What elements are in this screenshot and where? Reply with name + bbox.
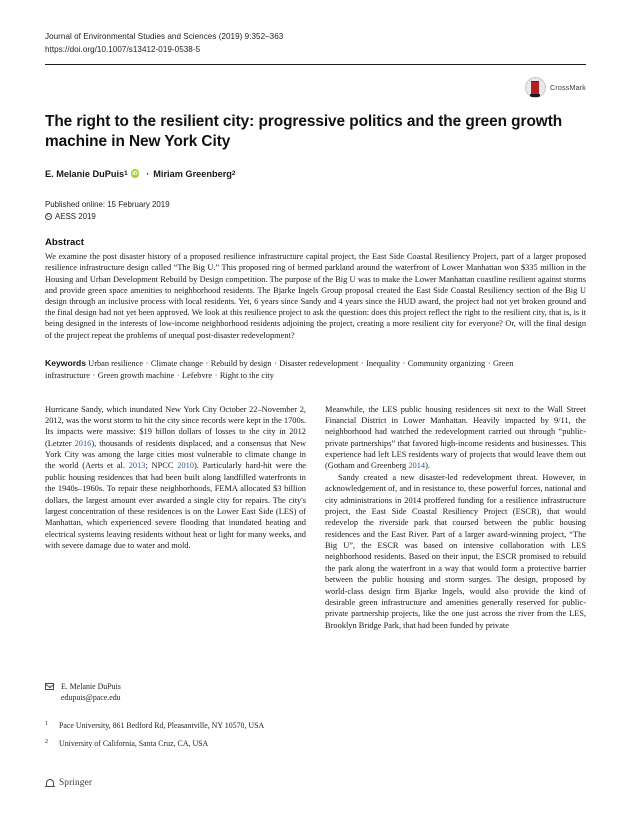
affiliation-number: 2 [45,737,49,745]
body-paragraph: Sandy created a new disaster-led redevelopment threat. However, in acknowledgement of, and in resistance to, these powerful forces, national and city administrations in 2014 proffered funding for a resilience infrastructure project, the East Side Coastal Resiliency Project (ESCR), that would redevelop the riverside park that coursed between the public housing residences and the East River. Part of a larger award-winning project, “The Big U”, the ESCR was based on intensive collaboration with LES neighborhood residents. Based on their input, the ESCR promised to rebuild the park along the waterfront in a way that would form a protective barrier between the public housing and storm surges. The design, proposed by world-class design firm Bjarke Ingels, would also provide the kind of desirable green infrastructure and amenities generally reserved for public-private partnership projects, like the one just across the river from the LES, Brooklyn Bridge Park, that had been funded by private [325,472,586,630]
publication-info [45,199,586,224]
affiliation-item [45,720,306,731]
abstract-heading: Abstract [45,237,84,249]
copyright-line [45,211,586,223]
citation-link[interactable]: 2016 [74,438,92,448]
copyright-holder: AESS 2019 [55,211,96,221]
keyword-item[interactable]: Disaster redevelopment [279,358,359,368]
author-name-first[interactable]: E. Melanie DuPuis [45,168,125,179]
page-title: The right to the resilient city: progressive politics and the green growth machine in New York City [45,113,563,151]
keywords-label: Keywords [45,357,87,368]
body-column-left [45,404,306,632]
envelope-icon [45,683,54,690]
citation-link[interactable]: 2014 [408,461,426,471]
affiliation-text: University of California, Santa Cruz, CA, USA [59,738,209,748]
keyword-item[interactable]: Lefebvre [181,370,213,380]
crossmark-row [45,77,586,98]
keywords-section [45,357,586,382]
published-online-date: Published online: 15 February 2019 [45,199,170,209]
corresponding-author-name: E. Melanie DuPuis [61,682,121,691]
affiliation-list [45,720,306,748]
corresponding-author-email[interactable]: edupuis@pace.edu [61,693,121,703]
keyword-separator: · [205,358,209,368]
copyright-icon: C [46,213,51,220]
keyword-item[interactable]: Rebuild by design [210,358,272,368]
keyword-item[interactable]: Community organizing [407,358,486,368]
publisher-logo [45,777,92,788]
crossmark-label: CrossMark [549,83,586,93]
keyword-item[interactable]: Urban resilience [88,358,144,368]
abstract-text: We examine the post disaster history of a proposed resilience infrastructure capital project, the East Side Coastal Resiliency Project, part of a larger proposed resilience infrastructure design called “The Big U.” This proposed ring of bermed parkland around the waterfront of Lower Manhattan won $335 million in the Housing and Urban Development Rebuild by Design competition. The purpose of the Big U was to make the Lower Manhattan coastline resilient against storms and provide green space amenities to neighborhood residents. The Bjarke Ingels Group proposal created the East Side Coastal Resiliency section of the Big U design through an inclusive process with local residents. Yet, 6 years since Sandy and 4 years since the HUD award, the project had not yet broken ground and the final design had not yet been approved. We look at this resilience project to ask the question: does this project reflect the right to the resilient city, that is, is it being designed in the interests of low-income neighborhood residents adjoining the project, creating a more resilient city for everyone? Or, will the final design of the project repeat the problems of unequal post-disaster redevelopment? [45,252,586,340]
corresponding-author [45,681,306,703]
body-paragraph: Hurricane Sandy, which inundated New York City October 22–November 2, 2012, was the worst storm to hit the city since records were kept in the 1700s. Its impacts were massive: $19 billon dollars of losses to the city in 2012 (Letzter 2016), thousands of residents displaced, and a consensus that New York City was among the large cities most vulnerable to climate change in the world (Aerts et al. 2013; NPCC 2010). Particularly hard-hit were the public housing residences that had been built along landfilled waterfronts in the 1940s–1960s. To repair these neighborhoods, FEMA allocated $3 billion dollars, the largest amount ever awarded a single city for repairs. The city's largest concentration of these residences is on the Lower East Side (LES) of Manhattan, which experienced severe flooding that inundated heating and electrical systems leaving residents without heat or light for many weeks, and with severe damage due to water and mold. [45,404,306,550]
keyword-separator: · [402,358,406,368]
page-content [45,0,586,631]
keyword-separator: · [214,370,218,380]
keyword-separator: · [92,370,96,380]
citation-link[interactable]: 2013 [128,461,146,471]
publisher-name: Springer [59,777,93,788]
journal-citation-line: Journal of Environmental Studies and Sciences (2019) 9:352–363 [45,32,284,41]
affiliation-item [45,738,306,749]
springer-logo-icon [45,777,55,788]
keyword-item[interactable]: Green growth machine [97,370,175,380]
keyword-item[interactable]: Inequality [366,358,400,368]
keyword-separator: · [360,358,364,368]
keyword-item[interactable]: Green infrastructure [45,358,514,380]
citation-link[interactable]: 2010 [177,461,194,471]
keyword-separator: · [274,358,277,368]
author-name-second[interactable]: Miriam Greenberg [153,168,232,179]
doi-link[interactable]: https://doi.org/10.1007/s13412-019-0538-5 [45,45,201,55]
keyword-separator: · [487,358,491,368]
keywords-list [45,359,513,380]
body-columns [45,404,586,632]
header-divider [45,64,586,65]
affiliation-number: 1 [45,720,49,728]
keyword-separator: · [145,358,149,368]
author-separator: · [146,168,150,179]
crossmark-badge-icon [525,77,546,98]
crossmark-badge[interactable] [525,77,586,98]
keyword-item[interactable]: Right to the city [219,370,274,380]
footnotes [45,681,306,755]
body-paragraph: Meanwhile, the LES public housing residences sit next to the Wall Street Financial District in Lower Manhattan. Heavily impacted by 9/11, the neighborhood had watched the redevelopment carried out through “public-private partnerships” that favored high-income residents and businesses. This experience had left LES residents wary of projects that would leave them out (Gotham and Greenberg 2014). [325,404,586,471]
body-column-right [325,404,586,632]
keyword-item[interactable]: Climate change [150,358,203,368]
author-list: E. Melanie DuPuis 1 iD · Miriam Greenberg 2 [45,168,236,179]
keyword-separator: · [176,370,180,380]
orcid-icon[interactable]: iD [132,170,138,177]
affiliation-text: Pace University, 861 Bedford Rd, Pleasantville, NY 10570, USA [59,721,265,731]
journal-header [45,30,586,56]
